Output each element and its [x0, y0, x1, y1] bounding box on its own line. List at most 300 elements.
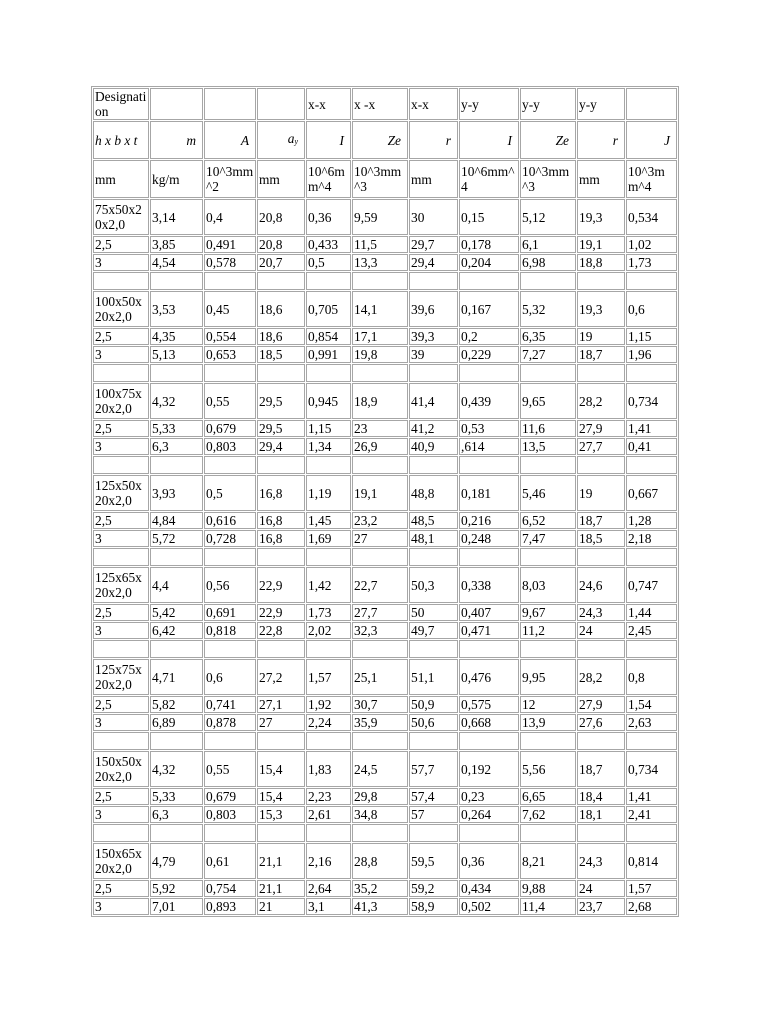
value-cell: 39,6 [409, 291, 458, 327]
designation-cell: 3 [93, 806, 149, 823]
table-row [93, 622, 677, 639]
value-cell: 3,85 [150, 236, 203, 253]
empty-cell [352, 824, 408, 842]
value-cell: 4,71 [150, 659, 203, 695]
empty-cell [93, 364, 149, 382]
empty-cell [204, 640, 256, 658]
value-cell: 6,98 [520, 254, 576, 271]
value-cell: 39 [409, 346, 458, 363]
table-row [93, 420, 677, 437]
value-cell: 0,854 [306, 328, 351, 345]
value-cell: 15,4 [257, 751, 305, 787]
value-cell: 24,3 [577, 604, 625, 621]
value-cell: 18,6 [257, 328, 305, 345]
empty-cell [520, 548, 576, 566]
empty-cell [257, 732, 305, 750]
value-cell: 11,4 [520, 898, 576, 915]
value-cell: ,614 [459, 438, 519, 455]
value-cell: 0,338 [459, 567, 519, 603]
value-cell: 20,8 [257, 236, 305, 253]
header-symbol-cell: Ze [520, 121, 576, 159]
value-cell: 5,33 [150, 420, 203, 437]
value-cell: 5,12 [520, 199, 576, 235]
empty-cell [577, 272, 625, 290]
value-cell: 7,27 [520, 346, 576, 363]
value-cell: 19 [577, 475, 625, 511]
empty-cell [577, 824, 625, 842]
value-cell: 0,53 [459, 420, 519, 437]
designation-cell: 2,5 [93, 788, 149, 805]
value-cell: 21,1 [257, 880, 305, 897]
empty-cell [409, 824, 458, 842]
table-row [93, 199, 677, 235]
value-cell: 13,3 [352, 254, 408, 271]
table-row [93, 567, 677, 603]
value-cell: 59,5 [409, 843, 458, 879]
value-cell: 6,3 [150, 438, 203, 455]
empty-cell [520, 732, 576, 750]
empty-cell [409, 364, 458, 382]
value-cell: 0,893 [204, 898, 256, 915]
value-cell: 1,54 [626, 696, 677, 713]
empty-cell [150, 364, 203, 382]
table-row [93, 438, 677, 455]
value-cell: 0,741 [204, 696, 256, 713]
value-cell: 27,2 [257, 659, 305, 695]
value-cell: 0,814 [626, 843, 677, 879]
value-cell: 28,2 [577, 383, 625, 419]
value-cell: 23 [352, 420, 408, 437]
value-cell: 0,5 [306, 254, 351, 271]
empty-cell [409, 456, 458, 474]
value-cell: 49,7 [409, 622, 458, 639]
empty-cell [626, 272, 677, 290]
empty-cell [459, 456, 519, 474]
empty-cell [93, 456, 149, 474]
value-cell: 0,803 [204, 806, 256, 823]
empty-cell [150, 272, 203, 290]
empty-cell [257, 548, 305, 566]
table-row [93, 696, 677, 713]
empty-cell [577, 548, 625, 566]
empty-cell [204, 732, 256, 750]
value-cell: 25,1 [352, 659, 408, 695]
value-cell: 0,433 [306, 236, 351, 253]
header-unit-cell: mm [257, 160, 305, 198]
table-row [93, 383, 677, 419]
header-axis-cell: x-x [306, 88, 351, 120]
designation-cell: 100x75x20x2,0 [93, 383, 149, 419]
value-cell: 7,01 [150, 898, 203, 915]
value-cell: 0,734 [626, 751, 677, 787]
empty-cell [150, 732, 203, 750]
value-cell: 29,5 [257, 383, 305, 419]
empty-cell [93, 272, 149, 290]
value-cell: 2,02 [306, 622, 351, 639]
value-cell: 24,3 [577, 843, 625, 879]
empty-cell [409, 640, 458, 658]
value-cell: 1,73 [306, 604, 351, 621]
value-cell: 8,03 [520, 567, 576, 603]
value-cell: 0,734 [626, 383, 677, 419]
value-cell: 0,204 [459, 254, 519, 271]
value-cell: 18,7 [577, 346, 625, 363]
value-cell: 13,9 [520, 714, 576, 731]
empty-cell [409, 732, 458, 750]
value-cell: 27 [352, 530, 408, 547]
empty-cell [257, 456, 305, 474]
value-cell: 4,79 [150, 843, 203, 879]
header-unit-cell: 10^6mm^4 [306, 160, 351, 198]
value-cell: 30 [409, 199, 458, 235]
value-cell: 0,45 [204, 291, 256, 327]
symbol-a: a [287, 131, 295, 146]
header-axis-cell: y-y [520, 88, 576, 120]
value-cell: 6,1 [520, 236, 576, 253]
value-cell: 35,9 [352, 714, 408, 731]
value-cell: 0,36 [306, 199, 351, 235]
empty-cell [150, 824, 203, 842]
value-cell: 3,14 [150, 199, 203, 235]
value-cell: 3,53 [150, 291, 203, 327]
designation-cell: 150x50x20x2,0 [93, 751, 149, 787]
header-axis-cell: y-y [577, 88, 625, 120]
header-symbol-cell: Ze [352, 121, 408, 159]
value-cell: 18,5 [257, 346, 305, 363]
value-cell: 0,216 [459, 512, 519, 529]
empty-cell [204, 364, 256, 382]
value-cell: 35,2 [352, 880, 408, 897]
value-cell: 22,9 [257, 567, 305, 603]
value-cell: 40,9 [409, 438, 458, 455]
designation-cell: 3 [93, 622, 149, 639]
value-cell: 2,16 [306, 843, 351, 879]
header-axis-cell: x-x [409, 88, 458, 120]
value-cell: 1,42 [306, 567, 351, 603]
value-cell: 4,35 [150, 328, 203, 345]
designation-cell: 125x65x20x2,0 [93, 567, 149, 603]
value-cell: 0,192 [459, 751, 519, 787]
value-cell: 0,439 [459, 383, 519, 419]
value-cell: 21 [257, 898, 305, 915]
empty-cell [459, 548, 519, 566]
value-cell: 6,52 [520, 512, 576, 529]
header-symbol-cell: m [150, 121, 203, 159]
group-separator-row [93, 456, 677, 474]
designation-cell: 2,5 [93, 512, 149, 529]
empty-cell [626, 824, 677, 842]
group-separator-row [93, 364, 677, 382]
value-cell: 27,9 [577, 420, 625, 437]
table-row [93, 512, 677, 529]
value-cell: 19,1 [352, 475, 408, 511]
value-cell: 19 [577, 328, 625, 345]
group-separator-row [93, 824, 677, 842]
header-symbol-cell: r [577, 121, 625, 159]
header-symbol-cell: h x b x t [93, 121, 149, 159]
empty-cell [459, 364, 519, 382]
value-cell: 9,95 [520, 659, 576, 695]
value-cell: 50 [409, 604, 458, 621]
empty-cell [352, 272, 408, 290]
value-cell: 1,45 [306, 512, 351, 529]
value-cell: 29,4 [257, 438, 305, 455]
header-unit-cell: mm [409, 160, 458, 198]
value-cell: 0,55 [204, 383, 256, 419]
value-cell: 19,1 [577, 236, 625, 253]
value-cell: 2,61 [306, 806, 351, 823]
value-cell: 5,82 [150, 696, 203, 713]
empty-cell [257, 364, 305, 382]
table-row [93, 236, 677, 253]
table-row [93, 788, 677, 805]
value-cell: 22,8 [257, 622, 305, 639]
value-cell: 0,434 [459, 880, 519, 897]
empty-cell [306, 732, 351, 750]
empty-cell [204, 548, 256, 566]
value-cell: 13,5 [520, 438, 576, 455]
value-cell: 9,88 [520, 880, 576, 897]
value-cell: 29,7 [409, 236, 458, 253]
value-cell: 16,8 [257, 512, 305, 529]
value-cell: 20,8 [257, 199, 305, 235]
designation-cell: 2,5 [93, 420, 149, 437]
empty-cell [577, 456, 625, 474]
empty-cell [626, 732, 677, 750]
value-cell: 27,7 [577, 438, 625, 455]
table-row [93, 346, 677, 363]
value-cell: 0,691 [204, 604, 256, 621]
value-cell: 0,6 [204, 659, 256, 695]
empty-cell [459, 824, 519, 842]
table-row [93, 898, 677, 915]
header-unit-cell: kg/m [150, 160, 203, 198]
value-cell: 18,1 [577, 806, 625, 823]
empty-cell [520, 824, 576, 842]
value-cell: 6,35 [520, 328, 576, 345]
value-cell: 34,8 [352, 806, 408, 823]
value-cell: 5,92 [150, 880, 203, 897]
empty-cell [352, 548, 408, 566]
value-cell: 2,63 [626, 714, 677, 731]
value-cell: 0,8 [626, 659, 677, 695]
empty-cell [150, 640, 203, 658]
table-row [93, 880, 677, 897]
value-cell: 57,7 [409, 751, 458, 787]
value-cell: 16,8 [257, 530, 305, 547]
value-cell: 5,13 [150, 346, 203, 363]
value-cell: 0,803 [204, 438, 256, 455]
empty-cell [306, 364, 351, 382]
value-cell: 12 [520, 696, 576, 713]
table-body [93, 88, 677, 915]
value-cell: 3,93 [150, 475, 203, 511]
table-row [93, 254, 677, 271]
value-cell: 15,4 [257, 788, 305, 805]
value-cell: 3,1 [306, 898, 351, 915]
designation-cell: 125x75x20x2,0 [93, 659, 149, 695]
value-cell: 48,5 [409, 512, 458, 529]
value-cell: 0,747 [626, 567, 677, 603]
value-cell: 0,229 [459, 346, 519, 363]
value-cell: 0,668 [459, 714, 519, 731]
header-unit-cell: mm [577, 160, 625, 198]
empty-cell [352, 456, 408, 474]
value-cell: 57 [409, 806, 458, 823]
value-cell: 4,32 [150, 383, 203, 419]
value-cell: 50,9 [409, 696, 458, 713]
value-cell: 58,9 [409, 898, 458, 915]
value-cell: 0,679 [204, 420, 256, 437]
value-cell: 27 [257, 714, 305, 731]
value-cell: 50,6 [409, 714, 458, 731]
value-cell: 30,7 [352, 696, 408, 713]
empty-cell [626, 364, 677, 382]
empty-cell [306, 640, 351, 658]
empty-cell [93, 824, 149, 842]
value-cell: 48,8 [409, 475, 458, 511]
value-cell: 1,73 [626, 254, 677, 271]
header-axis-cell: y-y [459, 88, 519, 120]
header-axis-cell [204, 88, 256, 120]
value-cell: 5,33 [150, 788, 203, 805]
group-separator-row [93, 272, 677, 290]
group-separator-row [93, 732, 677, 750]
value-cell: 24,5 [352, 751, 408, 787]
designation-cell: 2,5 [93, 880, 149, 897]
value-cell: 29,5 [257, 420, 305, 437]
value-cell: 27,1 [257, 696, 305, 713]
value-cell: 0,248 [459, 530, 519, 547]
value-cell: 1,02 [626, 236, 677, 253]
value-cell: 0,181 [459, 475, 519, 511]
value-cell: 17,1 [352, 328, 408, 345]
value-cell: 6,65 [520, 788, 576, 805]
value-cell: 0,6 [626, 291, 677, 327]
value-cell: 39,3 [409, 328, 458, 345]
header-symbol-cell: I [306, 121, 351, 159]
value-cell: 18,7 [577, 512, 625, 529]
header-axis-cell: Designation [93, 88, 149, 120]
value-cell: 24,6 [577, 567, 625, 603]
value-cell: 2,64 [306, 880, 351, 897]
designation-cell: 100x50x20x2,0 [93, 291, 149, 327]
empty-cell [520, 640, 576, 658]
value-cell: 27,9 [577, 696, 625, 713]
header-symbol-cell: r [409, 121, 458, 159]
group-separator-row [93, 640, 677, 658]
value-cell: 0,667 [626, 475, 677, 511]
table-row [93, 291, 677, 327]
value-cell: 26,9 [352, 438, 408, 455]
value-cell: 19,3 [577, 291, 625, 327]
value-cell: 5,56 [520, 751, 576, 787]
empty-cell [204, 824, 256, 842]
value-cell: 0,534 [626, 199, 677, 235]
value-cell: 2,41 [626, 806, 677, 823]
value-cell: 22,7 [352, 567, 408, 603]
empty-cell [352, 364, 408, 382]
value-cell: 41,3 [352, 898, 408, 915]
header-unit-cell: 10^6mm^4 [459, 160, 519, 198]
value-cell: 23,2 [352, 512, 408, 529]
empty-cell [93, 732, 149, 750]
table-row [93, 604, 677, 621]
designation-cell: 2,5 [93, 236, 149, 253]
value-cell: 16,8 [257, 475, 305, 511]
value-cell: 1,41 [626, 788, 677, 805]
value-cell: 21,1 [257, 843, 305, 879]
header-unit-cell: mm [93, 160, 149, 198]
value-cell: 19,8 [352, 346, 408, 363]
value-cell: 0,728 [204, 530, 256, 547]
table-row [93, 530, 677, 547]
value-cell: 2,18 [626, 530, 677, 547]
section-properties-table [91, 86, 679, 917]
value-cell: 57,4 [409, 788, 458, 805]
empty-cell [93, 548, 149, 566]
value-cell: 0,616 [204, 512, 256, 529]
header-unit-cell: 10^3mm^2 [204, 160, 256, 198]
value-cell: 4,4 [150, 567, 203, 603]
header-symbol-cell: J [626, 121, 677, 159]
empty-cell [257, 640, 305, 658]
value-cell: 0,705 [306, 291, 351, 327]
value-cell: 2,24 [306, 714, 351, 731]
header-axis-row [93, 88, 677, 120]
value-cell: 0,991 [306, 346, 351, 363]
table-row [93, 751, 677, 787]
value-cell: 18,6 [257, 291, 305, 327]
value-cell: 0,56 [204, 567, 256, 603]
table-row [93, 806, 677, 823]
empty-cell [204, 456, 256, 474]
value-cell: 9,67 [520, 604, 576, 621]
header-symbol-cell: I [459, 121, 519, 159]
header-axis-cell: x -x [352, 88, 408, 120]
value-cell: 1,34 [306, 438, 351, 455]
value-cell: 28,8 [352, 843, 408, 879]
value-cell: 0,23 [459, 788, 519, 805]
empty-cell [626, 548, 677, 566]
empty-cell [306, 548, 351, 566]
empty-cell [577, 732, 625, 750]
value-cell: 11,5 [352, 236, 408, 253]
value-cell: 0,945 [306, 383, 351, 419]
header-symbol-cell [257, 121, 305, 159]
value-cell: 19,3 [577, 199, 625, 235]
empty-cell [257, 272, 305, 290]
empty-cell [520, 456, 576, 474]
value-cell: 5,42 [150, 604, 203, 621]
value-cell: 23,7 [577, 898, 625, 915]
empty-cell [150, 548, 203, 566]
group-separator-row [93, 548, 677, 566]
value-cell: 14,1 [352, 291, 408, 327]
empty-cell [626, 640, 677, 658]
value-cell: 0,878 [204, 714, 256, 731]
designation-cell: 2,5 [93, 696, 149, 713]
value-cell: 59,2 [409, 880, 458, 897]
value-cell: 0,178 [459, 236, 519, 253]
empty-cell [459, 640, 519, 658]
value-cell: 8,21 [520, 843, 576, 879]
value-cell: 6,89 [150, 714, 203, 731]
value-cell: 0,36 [459, 843, 519, 879]
header-unit-row [93, 160, 677, 198]
value-cell: 9,59 [352, 199, 408, 235]
value-cell: 1,15 [306, 420, 351, 437]
